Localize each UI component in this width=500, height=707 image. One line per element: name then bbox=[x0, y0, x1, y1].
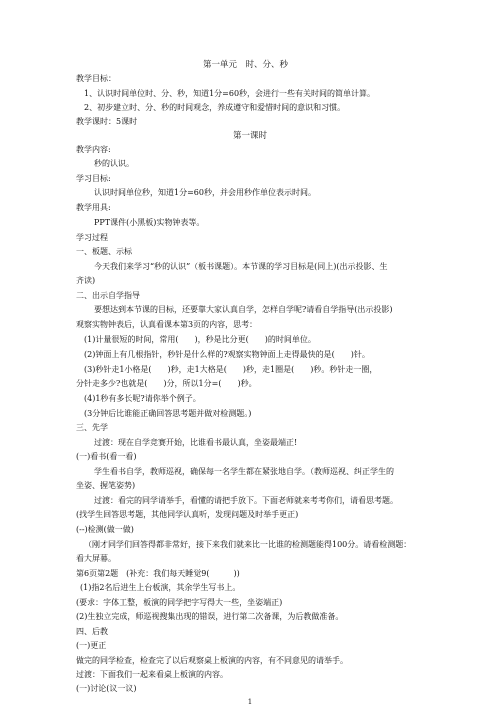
question-2: (2)钟面上有几根指针，秒针是什么样的?观察实物钟面上走得最快的是( )针。 bbox=[84, 350, 370, 359]
section-2-paragraph: 要想达到本节课的目标，还要靠大家认真自学，怎样自学呢?请看自学指导(出示投影) bbox=[94, 305, 393, 314]
section-3-heading: 三、先学 bbox=[76, 423, 108, 432]
section-2-paragraph-cont: 观察实物钟表后，认真看课本第3页的内容，思考： bbox=[76, 320, 258, 329]
question-5: (3分钟后比谁能正确回答思考题并做对检测题。) bbox=[84, 409, 252, 418]
section-3b-paragraph: （刚才同学们回答得都非常好，接下来我们就来比一比谁的检测题能得100分。请看检测题： bbox=[84, 540, 412, 549]
section-1-heading: 一、板题、示标 bbox=[76, 247, 132, 256]
doc-title: 第一单元 时、分、秒 bbox=[203, 60, 289, 70]
exercise-requirement: (要求：字体工整，板演的同学把字写得大一些，坐姿端正) bbox=[76, 598, 283, 607]
content-body: 秒的认识。 bbox=[94, 159, 134, 168]
section-4a-paragraph: 做完的同学检查，检查完了以后观察桌上板演的内容，有不同意见的请举手。 bbox=[76, 656, 348, 665]
goal-body: 认识时间单位秒，知道1分=60秒，并会用秒作单位表示时间。 bbox=[94, 188, 316, 197]
section-3a-heading: (一)看书(看一看) bbox=[76, 452, 137, 461]
question-3-cont: 分针走多少?也就是( )分，所以1分=( )秒。 bbox=[76, 379, 257, 388]
section-4a-transition: 过渡：下面我们一起来看桌上板演的内容。 bbox=[76, 670, 228, 679]
exercise-step-2: (2)生独立完成，师巡视搜集出现的错误，进行第二次备课，为后教做准备。 bbox=[76, 612, 344, 621]
section-1-paragraph: 今天我们来学习“秒的认识”（板书课题）。本节课的学习目标是(同上)(出示投影、生 bbox=[94, 262, 388, 271]
section-3a-paragraph: 学生看书自学，教师巡视，确保每一名学生都在紧张地自学。（教师巡视、纠正学生的 bbox=[94, 467, 394, 476]
prep-heading: 教学用具: bbox=[76, 203, 111, 212]
prep-body: PPT课件(小黑板)实物钟表等。 bbox=[94, 218, 205, 227]
section-3-transition: 过渡：现在自学竞赛开始，比谁看书最认真，坐姿最端正! bbox=[94, 438, 298, 447]
question-1: (1)计量很短的时间，常用( )，秒是比分更( )的时间单位。 bbox=[84, 335, 316, 344]
goal-heading: 学习目标: bbox=[76, 174, 111, 183]
section-3a-transition-cont: (找学生回答思考题，其他同学认真听，发现问题及时举手更正) bbox=[76, 510, 299, 519]
objectives-heading: 教学目标： bbox=[76, 74, 116, 83]
section-2-heading: 二、出示自学指导 bbox=[76, 291, 140, 300]
exercise-line: 第6页第2题 (补充：我们每天睡觉9( )) bbox=[76, 569, 240, 578]
process-heading: 学习过程 bbox=[76, 233, 108, 242]
section-4b-heading: (一)讨论(议一议) bbox=[76, 684, 137, 693]
objective-2: 2、初步建立时、分、秒的时间观念，养成遵守和爱惜时间的意识和习惯。 bbox=[84, 103, 346, 112]
question-3: (3)秒针走1小格是( )秒，走1大格是( )秒，走1圈是( )秒。秒针走一圈， bbox=[84, 365, 378, 374]
section-3a-paragraph-cont: 坐姿、握笔姿势) bbox=[76, 481, 136, 490]
page-number: 1 bbox=[247, 698, 253, 706]
section-4a-heading: (一)更正 bbox=[76, 641, 107, 650]
class-hours: 教学课时：5课时 bbox=[76, 117, 138, 126]
exercise-step-1: (1)指2名后进生上台板演，其余学生写书上。 bbox=[80, 583, 241, 592]
objective-1: 1、认识时间单位时、分、秒，知道1分=60秒，会进行一些有关时间的简单计算。 bbox=[84, 89, 376, 98]
question-4: (4)1秒有多长呢?请你举个例子。 bbox=[84, 394, 201, 403]
section-1-paragraph-cont: 齐读) bbox=[76, 276, 96, 285]
section-3b-paragraph-cont: 看大屏幕。 bbox=[76, 554, 116, 563]
section-4-heading: 四、后教 bbox=[76, 627, 108, 636]
lesson-title: 第一课时 bbox=[233, 131, 268, 141]
section-3b-heading: (--)检测(做一做) bbox=[76, 525, 134, 534]
content-heading: 教学内容: bbox=[76, 145, 111, 154]
section-3a-transition: 过渡：看完的同学请举手，看懂的请把手放下。下面老师就来考考你们，请看思考题。 bbox=[94, 496, 398, 505]
